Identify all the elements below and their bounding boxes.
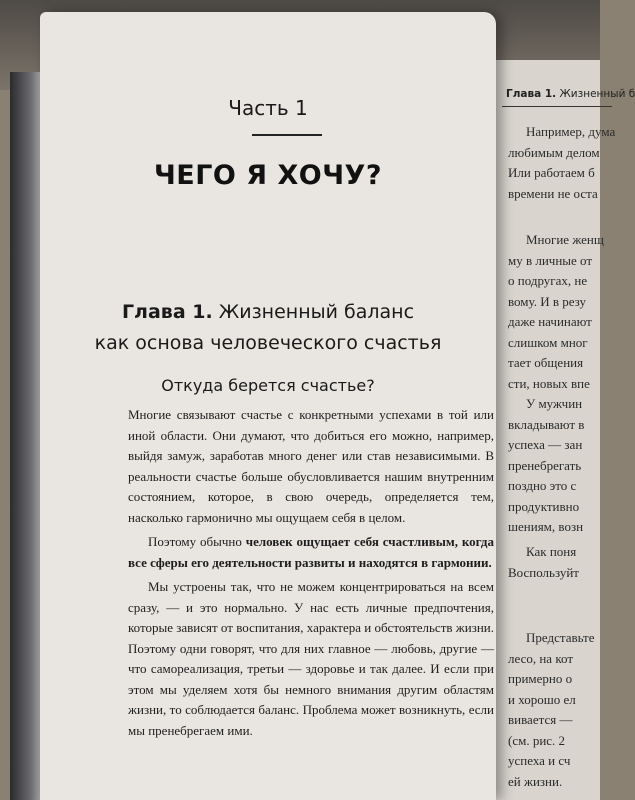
running-head-rule — [502, 106, 612, 107]
text-line: о подругах, не — [508, 273, 588, 288]
left-page — [40, 12, 496, 800]
right-block-2 — [508, 230, 604, 394]
text-line: вому. И в резу — [508, 293, 587, 309]
chapter-title — [40, 297, 496, 359]
text-line: успеха и сч — [508, 753, 571, 768]
paragraph-2 — [128, 532, 494, 573]
text-line: примерно о — [508, 671, 573, 686]
paragraph-1: Многие связывают счастье с конкретными успехами в той или иной области. Они думают, что добиться его можно, например, выйдя замуж, заработав много денег или став независимыми. В реальности счастье больше обусловливается нашим внутренним состоянием, которое, в свою очередь, определяется тем, насколько гармонично мы ощущаем себя в целом. — [128, 407, 494, 525]
paragraph-3: Мы устроены так, что не можем концентрироваться на всем сразу, — и это нормально. У нас есть личные предпочтения, которые зависят от воспитания, характера и обстоятельств жизни. Поэтому одни говорят, что для них главное — любовь, другие — что самореализация, третьи — здоровье и так далее. И если при этом мы уделяем хотя бы немного внимания другим областям жизни, то соблюдается баланс. Проблема может возникнуть, если мы пренебрегаем ими. — [128, 579, 495, 738]
text-line: Как поня — [526, 544, 577, 559]
text-line: слишком мног — [508, 334, 588, 350]
text-line: вивается — — [508, 712, 573, 727]
text-line: даже начинают — [508, 314, 592, 329]
paragraph-2-start: Поэтому обычно — [148, 534, 246, 549]
text-line: тает общения — [508, 355, 584, 370]
right-page — [488, 60, 635, 800]
text-line: Воспользуйт — [508, 564, 579, 580]
right-block-4 — [508, 542, 579, 583]
part-label: Часть 1 — [228, 96, 308, 120]
right-block-1 — [508, 122, 615, 204]
right-block-3 — [508, 394, 584, 538]
text-line: шениям, возн — [508, 519, 584, 534]
text-line: поздно это с — [508, 478, 577, 493]
text-line: ей жизни. — [508, 773, 563, 789]
text-line: лесо, на кот — [508, 650, 573, 666]
chapter-title-line-1 — [40, 297, 496, 328]
text-line: Многие женщ — [526, 232, 604, 247]
text-line: му в личные от — [508, 252, 593, 268]
text-line: и хорошо ел — [508, 691, 576, 707]
text-line: времени не оста — [508, 185, 598, 201]
text-line: успеха — зан — [508, 437, 583, 452]
text-line: Или работаем б — [508, 165, 595, 180]
text-line: У мужчин — [526, 396, 583, 411]
chapter-title-line-2: как основа человеческого счастья — [94, 332, 442, 354]
section-title: Откуда берется счастье? — [161, 376, 375, 395]
text-line: Представьте — [526, 630, 595, 645]
running-head-prefix: Глава 1. — [506, 88, 557, 100]
text-line: вкладывают в — [508, 416, 585, 432]
text-line: сти, новых впе — [508, 375, 590, 391]
text-line: любимым делом — [508, 144, 600, 160]
text-line: продуктивно — [508, 498, 580, 514]
chapter-prefix: Глава 1. — [121, 301, 213, 323]
part-title: ЧЕГО Я ХОЧУ? — [153, 160, 383, 191]
chapter-title-main: Жизненный баланс — [218, 301, 415, 323]
text-line: Например, дума — [526, 124, 616, 139]
paragraph-2-bold: человек ощущает себя счастливым, когда все сферы его деятельности развиты и находятся в гармонии. — [128, 534, 495, 570]
running-head-rest: Жизненный б — [559, 88, 635, 100]
right-block-5 — [508, 628, 595, 792]
part-divider — [252, 134, 322, 136]
body-text — [128, 405, 494, 745]
text-line: пренебрегать — [508, 457, 582, 473]
text-line: (см. рис. 2 — [508, 732, 566, 748]
running-head — [506, 88, 635, 100]
